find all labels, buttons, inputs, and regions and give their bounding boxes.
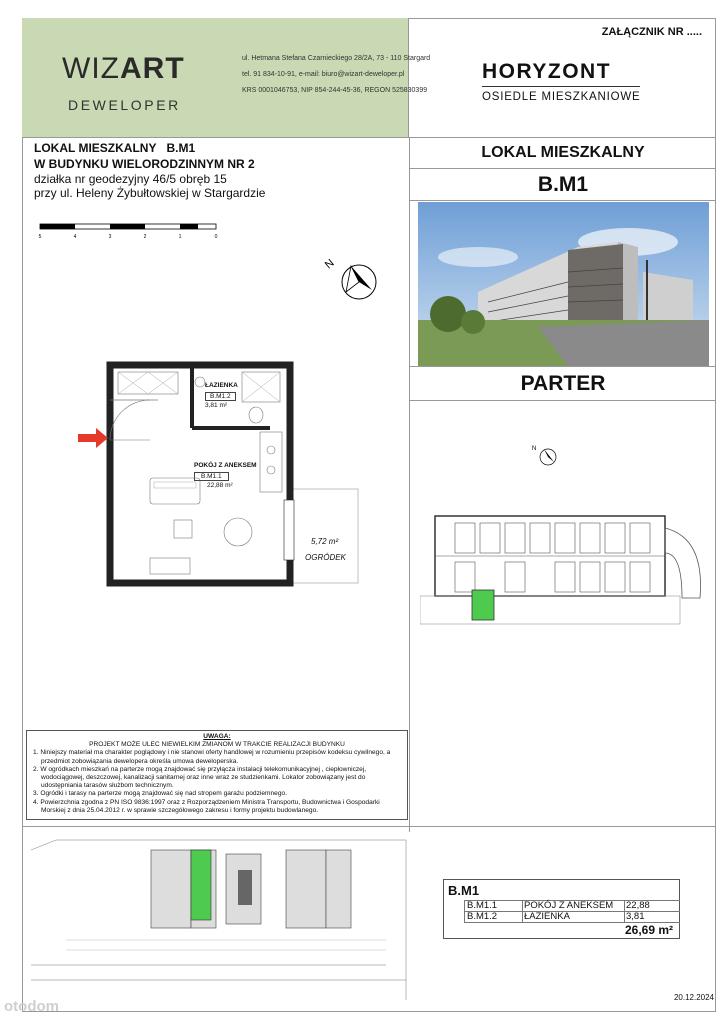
header-developer (22, 18, 431, 138)
bathroom-name: ŁAZIENKA (205, 382, 238, 389)
living-room-code: B.M1.1 (194, 472, 229, 481)
highlighted-building (191, 850, 211, 920)
header-project (409, 18, 716, 138)
logo-subtitle: DEWELOPER (68, 97, 181, 113)
divider (410, 366, 716, 367)
garden-area (288, 489, 358, 583)
table-row: B.M1.1 POKÓJ Z ANEKSEM 22,88 (467, 900, 650, 911)
scale-label: 2 (143, 234, 147, 240)
north-arrow (318, 252, 383, 302)
logo: WIZART (62, 52, 185, 85)
bathroom-code: B.M1.2 (205, 392, 236, 401)
divider (410, 168, 716, 169)
living-room-name: POKÓJ Z ANEKSEM (194, 462, 257, 469)
scale-label: 0 (214, 234, 218, 240)
project-title: HORYZONT (482, 60, 612, 83)
scale-bar (36, 222, 226, 244)
notes-title: UWAGA: (203, 733, 231, 740)
bathroom-area: 3,81 m² (205, 402, 228, 409)
living-room-area: 22,88 m² (207, 482, 233, 489)
notes-subtitle: PROJEKT MOŻE ULEC NIEWIELKIM ZMIANOM W TRAKCIE REALIZACJI BUDYNKU (89, 741, 345, 749)
table-row: B.M1.2 ŁAZIENKA 3,81 (467, 911, 645, 922)
svg-text:N: N (532, 446, 537, 452)
building-heading: W BUDYNKU WIELORODZINNYM NR 2 (34, 157, 255, 171)
watermark: otodom (4, 998, 59, 1015)
floor-overview-plan (420, 508, 710, 632)
scale-label: 3 (108, 234, 112, 240)
notes-box (26, 730, 408, 820)
note-item: 1. Niniejszy materiał ma charakter poglądowy i nie stanowi oferty handlowej w rozumieniu przepisów kodeksu cywilnego, a przedmiot zobowiązania dewelopera określa umowa deweloperska. (33, 749, 391, 765)
right-column (409, 138, 716, 832)
entrance-arrow-icon (78, 428, 110, 448)
scale-label: 4 (73, 234, 77, 240)
highlighted-unit (472, 590, 494, 620)
contact-line: tel. 91 834-10-91, e-mail: biuro@wizart-deweloper.pl (242, 71, 405, 78)
note-item: 2. W ogródkach mieszkań na parterze mogą znajdować się przyłącza instalacji telekomunikacyjnej , ciepłowniczej, wodociągowej, deszczowej, kanalizacji sanitarnej oraz inne wraz ze studzienkami. Lokator zobowiązany jest do udostępniania tarasów służbom technicznym. (33, 765, 367, 790)
north-arrow-small (526, 440, 566, 470)
note-item: 3. Ogródki i tarasy na parterze mogą znajdować się nad stropem garażu podziemnego. (33, 790, 287, 798)
scale-label: 5 (38, 234, 42, 240)
registry-line: KRS 0001046753, NIP 854-244-45-36, REGON 525830399 (242, 87, 428, 94)
area-table (443, 879, 680, 939)
divider (410, 200, 716, 201)
title-underline (482, 86, 640, 87)
total-area: 26,69 m² (624, 923, 673, 937)
unit-heading: LOKAL MIESZKALNY B.M1 (34, 141, 196, 155)
unit-code: B.M1 (537, 173, 589, 196)
garden-area-value: 5,72 m² (311, 537, 339, 546)
divider (22, 826, 716, 827)
unit-type: LOKAL MIESZKALNY (481, 144, 645, 161)
project-subtitle: OSIEDLE MIESZKANIOWE (482, 91, 641, 103)
note-item: 4. Powierzchnia zgodna z PN ISO 9836:1997 oraz z Rozporządzeniem Ministra Transportu, Budownictwa i Gospodarki Morskiej z dnia 25.04.2012 r. w sprawie szczegółowego zakresu i formy projektu budowlanego. (33, 798, 380, 814)
plot-info: działka nr geodezyjny 46/5 obręb 15 (34, 172, 227, 186)
address-line: ul. Hetmana Stefana Czarnieckiego 28/2A, 73 - 110 Stargard (242, 55, 431, 62)
divider (410, 400, 716, 401)
garden-name: OGRÓDEK (305, 553, 346, 562)
document-date: 20.12.2024 (673, 993, 714, 1002)
north-label: N (322, 257, 337, 272)
scale-label: 1 (178, 234, 182, 240)
street-info: przy ul. Heleny Żybułtowskiej w Stargardzie (34, 186, 266, 200)
annex-label: ZAŁĄCZNIK NR ..... (601, 26, 702, 38)
table-title: B.M1 (448, 883, 480, 898)
floor-name: PARTER (520, 372, 606, 395)
site-plan (26, 830, 410, 1010)
building-rendering (418, 202, 709, 366)
